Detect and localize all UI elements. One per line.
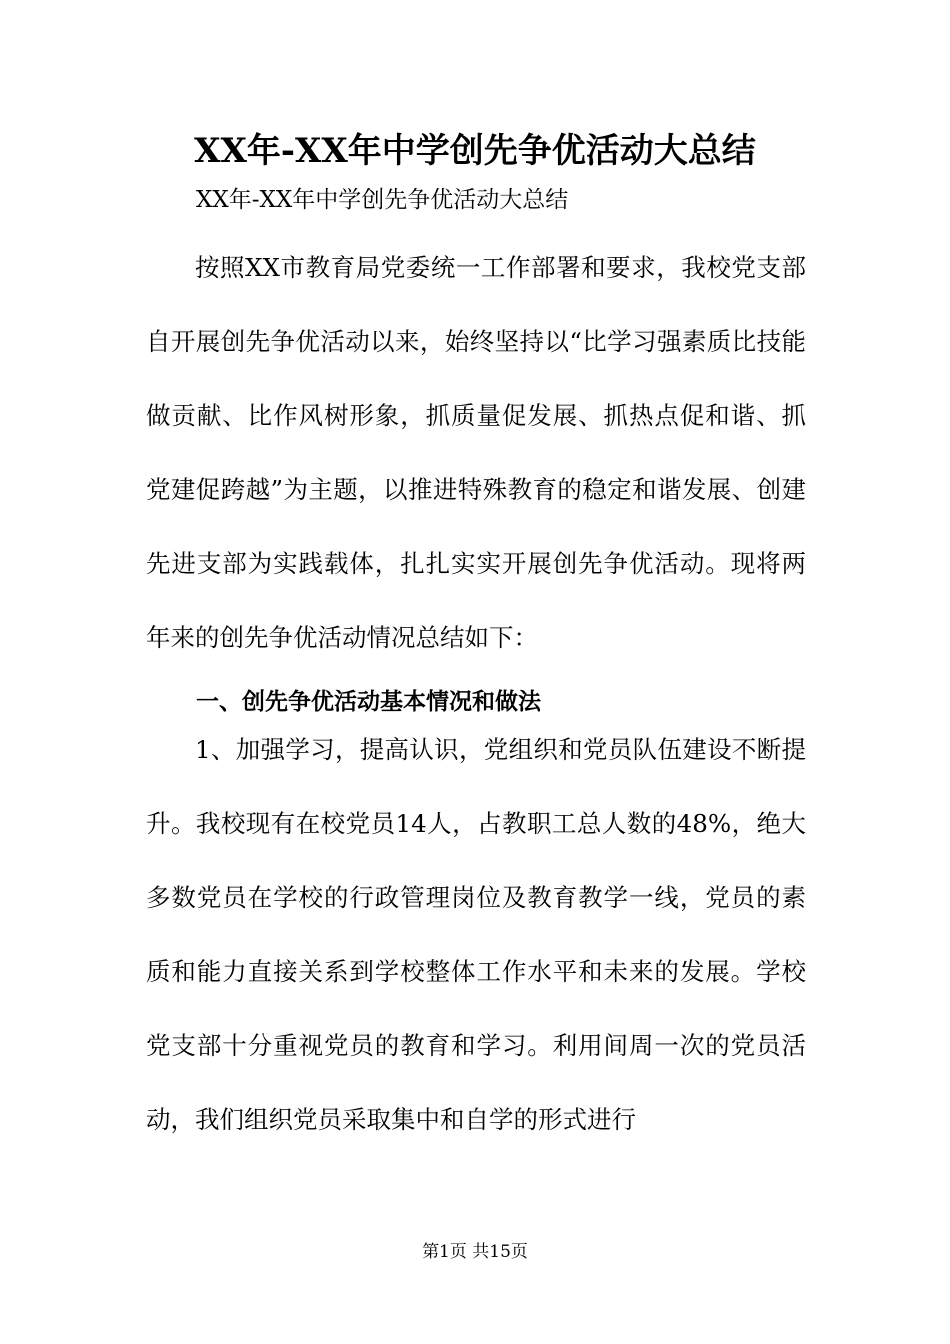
body-paragraph-2: 1、加强学习，提高认识，党组织和党员队伍建设不断提升。我校现有在校党员14人，占教职工总人数的48%，绝大多数党员在学校的行政管理岗位及教育教学一线，党员的素质和能力直接关系到学校整体工作水平和未来的发展。学校党支部十分重视党员的教育和学习。利用间周一次的党员活动，我们组织党员采取集中和自学的形式进行 <box>146 735 806 1134</box>
document-subtitle: XX年-XX年中学创先争优活动大总结 <box>196 187 569 213</box>
body-paragraph-1: 按照XX市教育局党委统一工作部署和要求，我校党支部自开展创先争优活动以来，始终坚持以“比学习强素质比技能做贡献、比作风树形象，抓质量促发展、抓热点促和谐、抓党建促跨越”为主题，以推进特殊教育的稳定和谐发展、创建先进支部为实践载体，扎扎实实开展创先争优活动。现将两年来的创先争优活动情况总结如下： <box>146 253 806 652</box>
document-title: XX年-XX年中学创先争优活动大总结 <box>194 131 756 171</box>
section-heading-1: 一、创先争优活动基本情况和做法 <box>196 689 541 715</box>
page-footer: 第1页 共15页 <box>422 1242 528 1262</box>
